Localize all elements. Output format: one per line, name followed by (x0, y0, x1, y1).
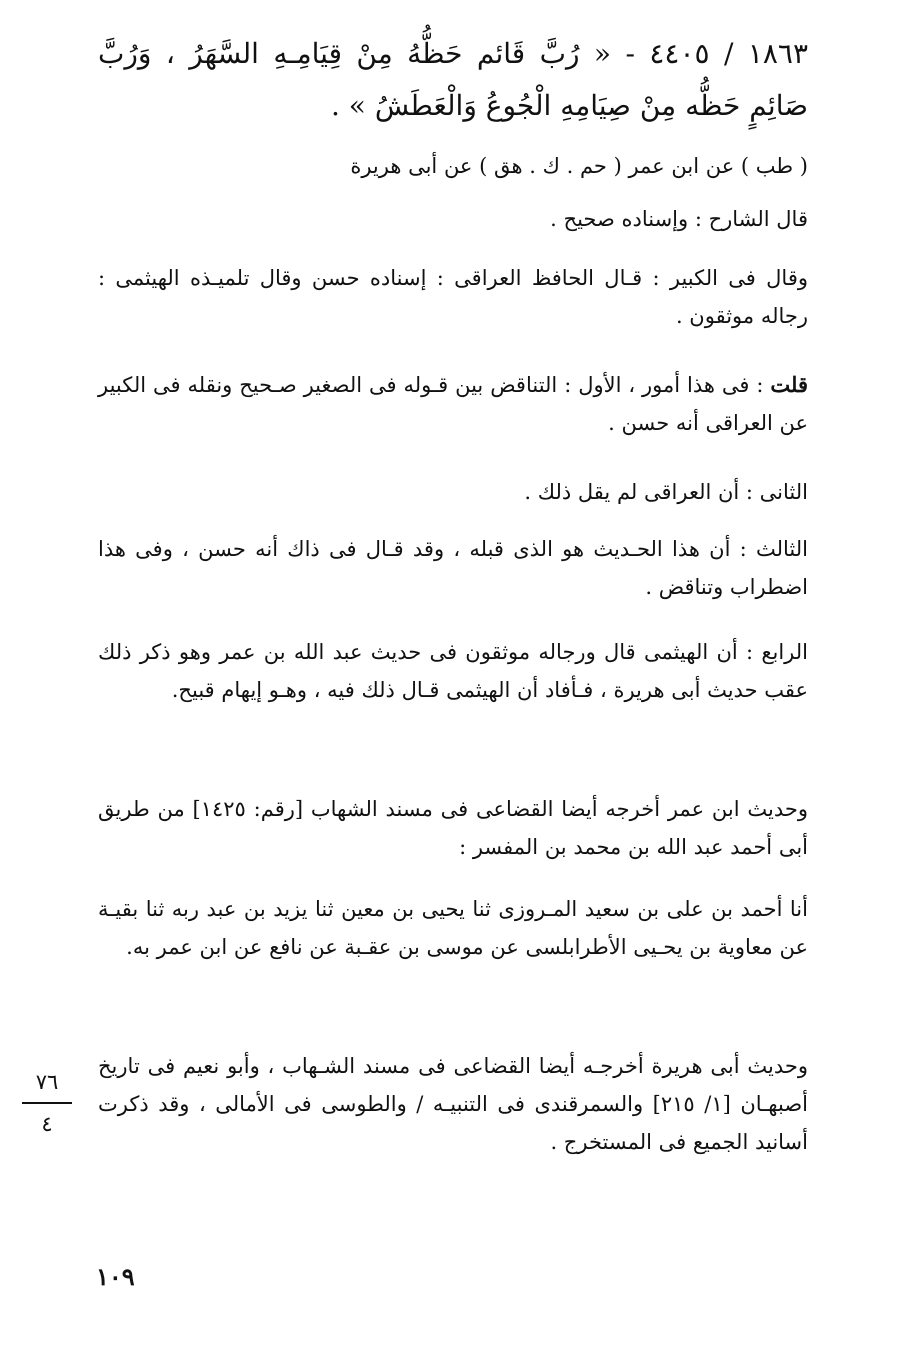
third-point: الثالث : أن هذا الحـديث هو الذى قبله ، وقد قـال فى ذاك أنه حسن ، وفى هذا اضطراب وتناقض . (98, 537, 808, 599)
isnad-chain: أنا أحمد بن على بن سعيد المـروزى ثنا يحيى بن معين ثنا يزيد بن عبد ربه ثنا بقيـة عن معاوية بن يحـيى الأطرابلسى عن موسى بن عقـبة عن نافع عن ابن عمر به. (98, 897, 808, 959)
margin-reference-bottom: ٤ (41, 1112, 53, 1136)
second-point: الثانى : أن العراقى لم يقل ذلك . (524, 480, 808, 504)
fourth-point: الرابع : أن الهيثمى قال ورجاله موثقون فى حديث عبد الله بن عمر وهو ذكر ذلك عقب حديث أبى هريرة ، فـأفاد أن الهيثمى قـال ذلك فيه ، وهـو إيهام قبيح. (98, 640, 808, 702)
page-number: ١٠٩ (96, 1262, 135, 1291)
commentator-remark: قال الشارح : وإسناده صحيح . (550, 207, 808, 231)
hadith-text: ١٨٦٣ / ٤٤٠٥ - « رُبَّ قَائم حَظُّهُ مِنْ قِيَامِـهِ السَّهَرُ ، وَرُبَّ صَائِمٍ حَظُّه مِنْ صِيَامِهِ الْجُوعُ وَالْعَطَشُ » . (98, 37, 808, 122)
abu-hurayra-takhrij: وحديث أبى هريرة أخرجـه أيضا القضاعى فى مسند الشـهاب ، وأبو نعيم فى تاريخ أصبهـان [١/ ٢١٥] والسمرقندى فى التنبيـه / والطوسى فى الأمالى ، وقد ذكرت أسانيد الجميع فى المستخرج . (98, 1054, 808, 1154)
ibn-umar-takhrij: وحديث ابن عمر أخرجه أيضا القضاعى فى مسند الشهاب [رقم: ١٤٢٥] من طريق أبى أحمد عبد الله بن محمد بن المفسر : (98, 797, 808, 859)
margin-reference-rule (22, 1102, 72, 1104)
kabir-remark: وقال فى الكبير : قـال الحافظ العراقى : إسناده حسن وقال تلميـذه الهيثمى : رجاله موثقون . (98, 266, 808, 328)
margin-reference (20, 1068, 74, 1138)
takhrij-line: ( طب ) عن ابن عمر ( حم . ك . هق ) عن أبى هريرة (350, 154, 808, 178)
margin-reference-top: ٧٦ (35, 1070, 59, 1094)
qultu-lead: قلت (770, 372, 808, 397)
qultu-paragraph: قلت : فى هذا أمور ، الأول : التناقض بين قـوله فى الصغير صـحيح ونقله فى الكبير عن العراقى أنه حسن . (98, 372, 808, 435)
